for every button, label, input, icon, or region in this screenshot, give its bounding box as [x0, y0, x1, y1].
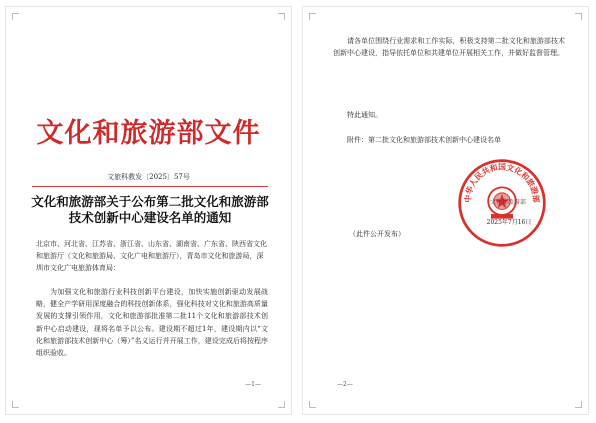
- title-line-1: 文化和旅游部关于公布第二批文化和旅游部: [31, 194, 269, 209]
- document-masthead: 文化和旅游部文件: [36, 118, 261, 149]
- corner-mark: [278, 13, 285, 20]
- page-number: —2—: [337, 381, 353, 388]
- corner-mark: [575, 401, 582, 408]
- closing-notice: 特此通知。: [347, 111, 382, 119]
- corner-mark: [575, 13, 582, 20]
- document-number: 文旅科教发〔2025〕57号: [107, 173, 190, 181]
- body-paragraph: 为加强文化和旅游行业科技创新平台建设，加快实施创新驱动发展战略，健全产学研用深度融合的科技创新体系，强化科技对文化和旅游高质量发展的支撑引领作用，文化和旅游部批准第二批11个文化和旅游部技术创新中心启动建设，现将名单予以公布。建设期不超过1年，建设期内以“文化和旅游部技术创新中心（筹）”名义运行并开展工作，建设完成后将按程序组织验收。: [36, 288, 268, 358]
- seal-ring-textpath: 中华人民共和国文化和旅游部: [463, 162, 541, 203]
- document-page-2: [302, 6, 589, 415]
- attachment-line: 附件：第二批文化和旅游部技术创新中心建设名单: [347, 136, 501, 144]
- issue-date: 2025年7月16日: [486, 219, 532, 226]
- corner-mark: [12, 13, 19, 20]
- corner-mark: [309, 401, 316, 408]
- corner-mark: [12, 401, 19, 408]
- page-number: —1—: [245, 381, 261, 388]
- title-line-2: 技术创新中心建设名单的通知: [68, 210, 232, 225]
- document-page-1: [5, 6, 292, 415]
- corner-mark: [309, 13, 316, 20]
- red-divider: [32, 186, 268, 187]
- addressees: 北京市、河北省、江苏省、浙江省、山东省、湖南省、广东省、陕西省文化和旅游厅（文化和旅游局、文化广电和旅游厅），青岛市文化和旅游局，深圳市文化广电旅游体育局：: [36, 240, 267, 273]
- corner-mark: [278, 401, 285, 408]
- public-note: （此件公开发布）: [349, 230, 405, 238]
- seal-organization: 文化和旅游部: [489, 199, 526, 206]
- document-title: [28, 194, 272, 226]
- body-paragraph: 请各单位围绕行业需求和工作实际，积极支持第二批文化和旅游部技术创新中心建设，指导依托单位和共建单位开展相关工作，并做好监督管理。: [333, 37, 565, 58]
